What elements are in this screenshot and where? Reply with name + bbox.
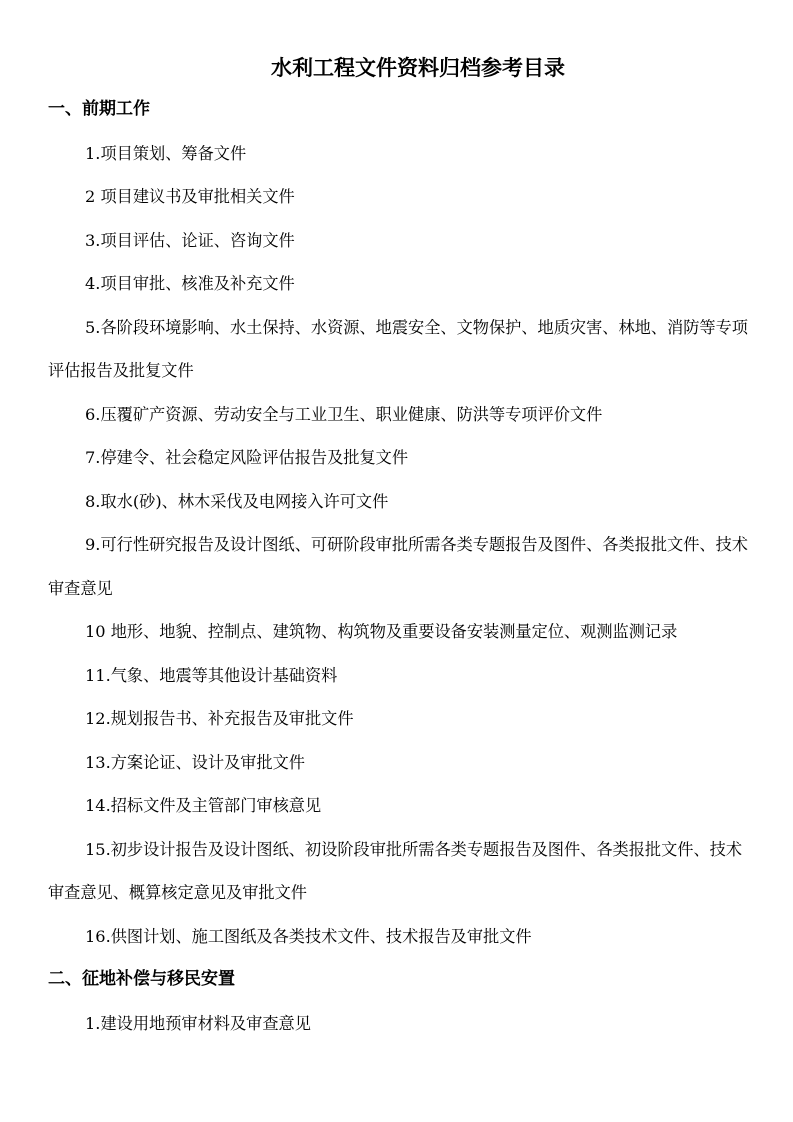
list-item: 1.建设用地预审材料及审查意见 bbox=[85, 1013, 311, 1033]
list-item: 9.可行性研究报告及设计图纸、可研阶段审批所需各类专题报告及图件、各类报批文件、技术审查意见 bbox=[48, 535, 748, 598]
section-heading: 一、前期工作 bbox=[48, 99, 150, 119]
list-item: 13.方案论证、设计及审批文件 bbox=[85, 752, 305, 772]
list-item: 12.规划报告书、补充报告及审批文件 bbox=[85, 709, 354, 728]
list-item: 15.初步设计报告及设计图纸、初设阶段审批所需各类专题报告及图件、各类报批文件、技术审查意见、概算核定意见及审批文件 bbox=[48, 839, 743, 902]
list-item: 6.压覆矿产资源、劳动安全与工业卫生、职业健康、防洪等专项评价文件 bbox=[85, 404, 603, 424]
section-preliminary-work bbox=[48, 88, 748, 958]
list-item: 5.各阶段环境影响、水土保持、水资源、地震安全、文物保护、地质灾害、林地、消防等专项评估报告及批复文件 bbox=[48, 317, 748, 380]
list-item: 4.项目审批、核准及补充文件 bbox=[85, 274, 295, 293]
list-item: 11.气象、地震等其他设计基础资料 bbox=[85, 665, 338, 685]
list-item: 10 地形、地貌、控制点、建筑物、构筑物及重要设备安装测量定位、观测监测记录 bbox=[85, 622, 678, 641]
list-item: 2 项目建议书及审批相关文件 bbox=[85, 187, 295, 206]
list-item: 1.项目策划、筹备文件 bbox=[85, 143, 247, 163]
section-land-compensation bbox=[48, 958, 748, 1045]
document-title: 水利工程文件资料归档参考目录 bbox=[271, 56, 565, 80]
document-body bbox=[48, 88, 748, 1045]
list-item: 7.停建令、社会稳定风险评估报告及批复文件 bbox=[85, 448, 409, 467]
list-item: 3.项目评估、论证、咨询文件 bbox=[85, 230, 295, 250]
list-item: 16.供图计划、施工图纸及各类技术文件、技术报告及审批文件 bbox=[85, 926, 532, 946]
section-heading: 二、征地补偿与移民安置 bbox=[48, 969, 235, 989]
list-item: 14.招标文件及主管部门审核意见 bbox=[85, 796, 322, 815]
list-item: 8.取水(砂)、林木采伐及电网接入许可文件 bbox=[85, 491, 389, 511]
